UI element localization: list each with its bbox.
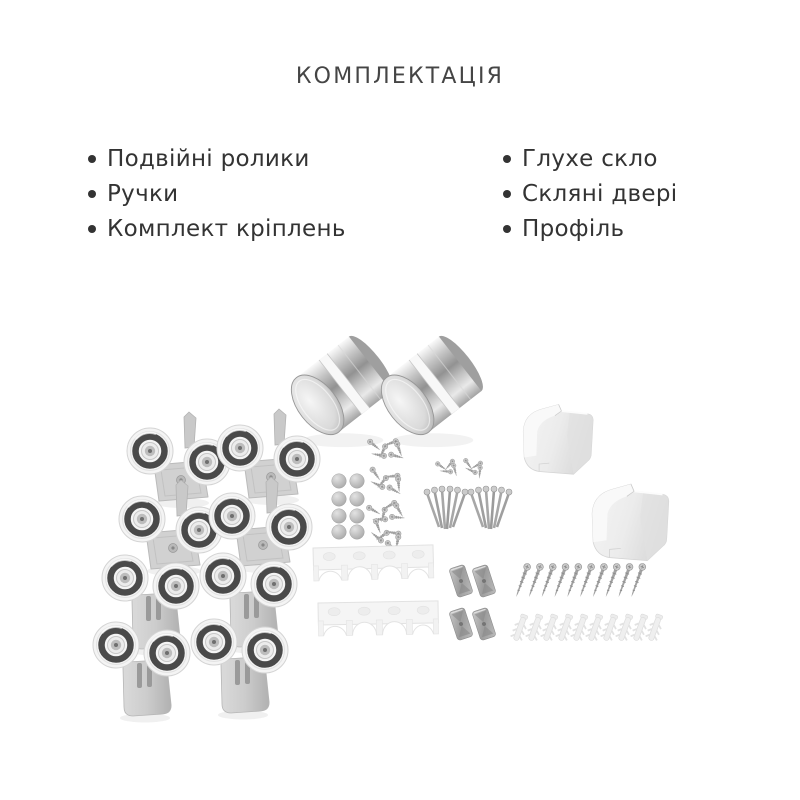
screw-cluster	[364, 465, 407, 497]
feature-label: Подвійні ролики	[107, 145, 310, 172]
hardware-kit-photo	[90, 305, 710, 735]
wall-anchors-row	[510, 613, 666, 642]
screw-cluster-small	[435, 458, 459, 477]
profile-end-cap	[592, 484, 669, 561]
profile-end-cap	[523, 405, 593, 475]
glass-bracket-strip	[313, 545, 434, 581]
bullet-icon	[503, 225, 511, 233]
feature-item	[88, 176, 346, 211]
long-screws-row	[513, 563, 647, 599]
feature-label: Комплект кріплень	[107, 215, 346, 242]
door-knob	[371, 330, 490, 447]
screw-fan-bundle	[468, 486, 512, 529]
feature-item	[503, 176, 677, 211]
bullet-icon	[88, 190, 96, 198]
feature-label: Ручки	[107, 180, 179, 207]
feature-item	[88, 211, 346, 246]
metal-clamp	[472, 564, 496, 597]
cover-caps-grid	[332, 474, 365, 540]
bullet-icon	[88, 225, 96, 233]
feature-label: Профіль	[522, 215, 625, 242]
feature-label: Глухе скло	[522, 145, 658, 172]
screw-fan-bundle	[424, 486, 468, 529]
metal-clamp	[472, 607, 496, 640]
feature-item	[503, 141, 677, 176]
bullet-icon	[503, 190, 511, 198]
metal-clamp	[449, 564, 473, 597]
metal-clamp	[449, 607, 473, 640]
feature-item	[503, 211, 677, 246]
feature-label: Скляні двері	[522, 180, 678, 207]
screw-cluster	[365, 498, 406, 527]
feature-item	[88, 141, 346, 176]
features-list-right	[503, 141, 677, 246]
glass-bracket-strip	[318, 601, 439, 636]
features-list-left	[88, 141, 346, 246]
page-title: КОМПЛЕКТАЦІЯ	[295, 64, 505, 89]
bullet-icon	[503, 155, 511, 163]
screw-cluster-small	[458, 454, 487, 480]
bullet-icon	[88, 155, 96, 163]
